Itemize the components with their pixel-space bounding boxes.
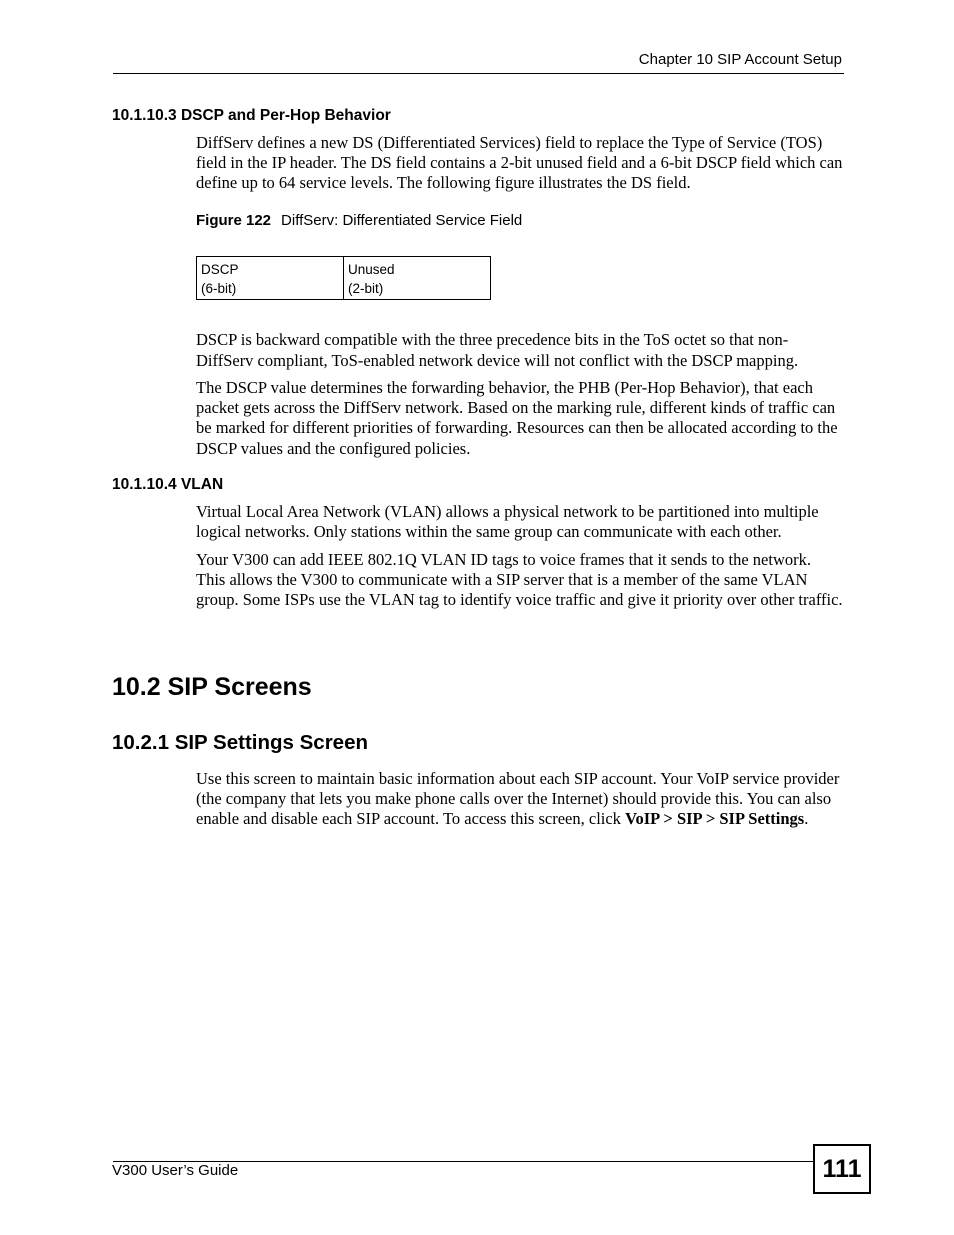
unused-cell-label: Unused: [348, 262, 395, 277]
sip-settings-heading: 10.2.1 SIP Settings Screen: [112, 731, 368, 754]
figure-caption: [196, 212, 522, 229]
dscp-paragraph-2: DSCP is backward compatible with the three precedence bits in the ToS octet so that non-DiffServ compliant, ToS-enabled network device will not conflict with the DSCP mapping.: [196, 330, 799, 370]
page-number: 111: [813, 1144, 871, 1194]
dscp-heading: 10.1.10.3 DSCP and Per-Hop Behavior: [112, 107, 391, 124]
sip-settings-period: .: [804, 809, 809, 829]
unused-cell-size: (2-bit): [348, 281, 384, 296]
dscp-cell-label: DSCP: [201, 262, 239, 277]
running-header: Chapter 10 SIP Account Setup: [638, 51, 842, 68]
dscp-cell-size: (6-bit): [201, 281, 237, 296]
header-rule: [113, 73, 844, 74]
figure-title: DiffServ: Differentiated Service Field: [281, 212, 523, 229]
vlan-heading: 10.1.10.4 VLAN: [112, 476, 224, 493]
sip-settings-text: Use this screen to maintain basic information about each SIP account. Your VoIP service provider (the company that lets you make phone calls over the Internet) should provide this. You can also enable and disable each SIP account. To access this screen, click: [196, 769, 840, 829]
dscp-paragraph-1: DiffServ defines a new DS (Differentiated Services) field to replace the Type of Service (TOS) field in the IP header. The DS field contains a 2-bit unused field and a 6-bit DSCP field which can define up to 64 service levels. The following figure illustrates the DS field.: [196, 133, 843, 193]
sip-screens-heading: 10.2 SIP Screens: [112, 673, 312, 701]
vlan-paragraph-2: Your V300 can add IEEE 802.1Q VLAN ID tags to voice frames that it sends to the network. This allows the V300 to communicate with a SIP server that is a member of the same VLAN group. Some ISPs use the VLAN tag to identify voice traffic and give it priority over other traffic.: [196, 550, 843, 610]
unused-cell: [344, 257, 490, 299]
dscp-cell: [197, 257, 344, 299]
menu-path-sip-settings: SIP Settings: [719, 809, 805, 829]
menu-path-voip-sip: VoIP > SIP >: [625, 809, 716, 829]
ds-field-diagram: [196, 256, 491, 300]
figure-number: Figure 122: [196, 212, 272, 229]
vlan-paragraph-1: Virtual Local Area Network (VLAN) allows a physical network to be partitioned into multiple logical networks. Only stations within the same group can communicate with each other.: [196, 502, 819, 542]
sip-settings-paragraph: [196, 769, 844, 830]
footer-guide-title: V300 User’s Guide: [112, 1162, 239, 1179]
dscp-paragraph-3: The DSCP value determines the forwarding behavior, the PHB (Per-Hop Behavior), that each packet gets across the DiffServ network. Based on the marking rule, different kinds of traffic can be marked for different priorities of forwarding. Resources can then be allocated according to the DSCP values and the configured policies.: [196, 378, 838, 458]
